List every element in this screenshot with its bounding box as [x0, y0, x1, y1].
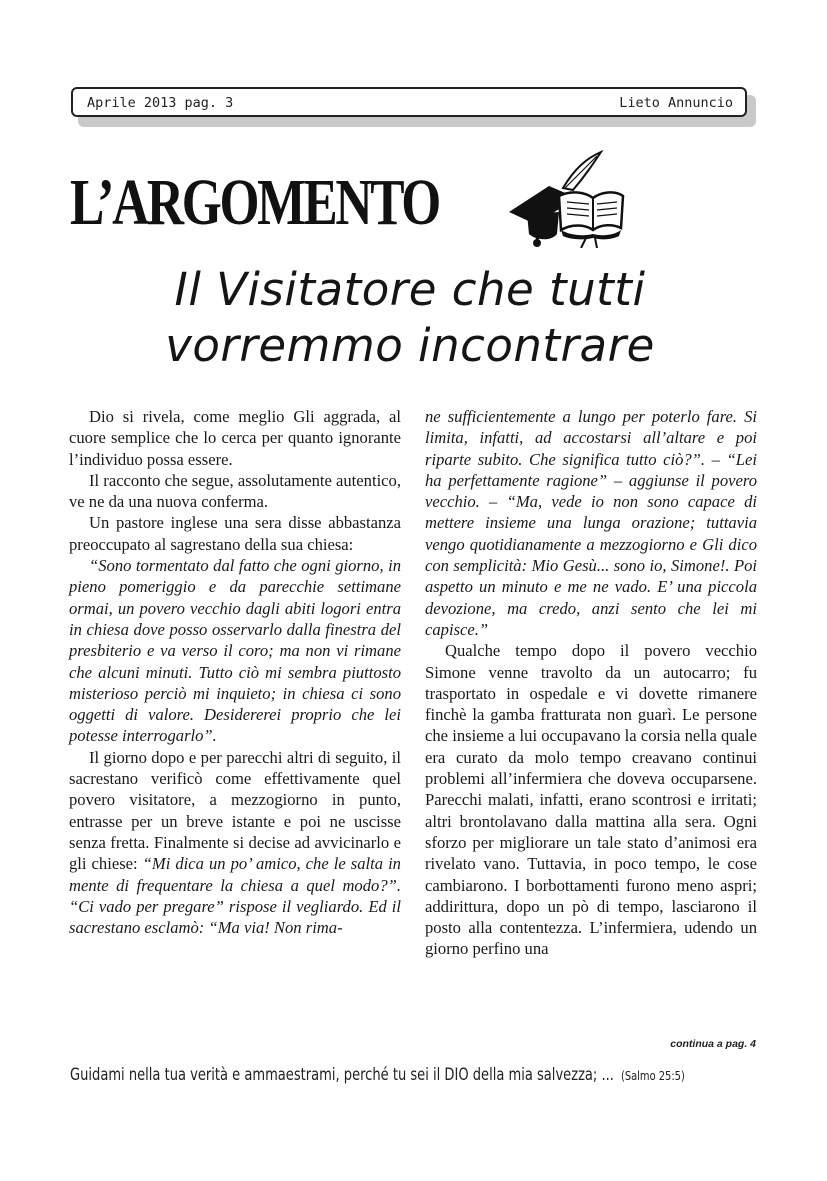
paragraph-quote: “Sono tormentato dal fatto che ogni giorno, in pieno pomeriggio e da parecchie settimane ormai, un povero vecchio dagli abiti logori entra in chiesa dove posso osservarlo dalla finestra del presbiterio e va verso il coro; ma non vi rimane che alcuni minuti. Tutto ciò mi sembra piuttosto misterioso perciò mi inquieto; in chiesa ci sono oggetti di valore. Desidererei proprio che lei potesse interrogarlo”.: [69, 556, 401, 746]
paragraph: Il racconto che segue, assolutamente autentico, ve ne da una nuova conferma.: [69, 470, 401, 512]
verse-reference: (Salmo 25:5): [620, 1068, 685, 1083]
verse-text: Guidami nella tua verità e ammaestrami, perché tu sei il DIO della mia salvezza; ...: [70, 1065, 614, 1084]
paragraph: Qualche tempo dopo il povero vecchio Simone venne travolto da un autocarro; fu trasportato in ospedale e vi dovette rimanere finchè la gamba fratturata non guarì. Le persone che insieme a lui occupavano la corsia nella quale era curato da molo tempo creavano continui problemi all’infermiera che doveva occuparsene. Parecchi malati, infatti, erano scontrosi e irritati; altri brontolavano dalla mattina alla sera. Ogni sforzo per migliorare un tale stato d’animosi era rivelato vano. Tuttavia, in poco tempo, le cose cambiarono. I borbottamenti furono meno aspri; addirittura, dopo un pò di tempo, lasciarono il posto alla contentezza. L’infermiera, udendo un giorno perfino una: [425, 641, 757, 959]
article-subtitle: [130, 262, 690, 374]
paragraph: [69, 747, 401, 939]
subtitle-line-1: Il Visitatore che tutti: [174, 263, 646, 316]
article-column-left: [69, 406, 401, 938]
quote: “Mi dica un po’ amico, che le salta in mente di frequentare la chiesa a quel modo?”.: [69, 854, 401, 895]
graduation-cap-book-quill-icon: [505, 150, 625, 248]
subtitle-line-2: vorremmo incontrare: [165, 319, 655, 372]
continued-note: continua a pag. 4: [670, 1038, 756, 1050]
bible-verse: [70, 1065, 685, 1084]
paragraph-quote: ne sufficientemente a lungo per poterlo fare. Si limita, infatti, ad accostarsi all’altare e poi riparte subito. Che significa tutto ciò?”. – “Lei ha perfettamente ragione” – aggiunse il povero vecchio. – “Ma, vede io non sono capace di mettere insieme una lunga orazione; tuttavia vengo quotidianamente a mezzogiorno e Gli dico con semplicità: Mio Gesù... sono io, Simone!. Poi aspetto un minuto e me ne vado. E’ una piccola devozione, ma credo, anzi sento che lei mi capisce.”: [425, 407, 757, 639]
paragraph-text: Il giorno dopo e per parecchi altri di seguito, il sacrestano verificò come effettivamente quel povero visitatore, a mezzogiorno in punto, entrasse per un breve istante e poi ne uscisse senza fretta. Finalmente si decise ad avvicinarlo e gli chiese:: [69, 747, 401, 874]
quote: “Ci vado per pregare”: [69, 896, 224, 916]
paragraph: Un pastore inglese una sera disse abbastanza preoccupato al sagrestano della sua chiesa:: [69, 513, 401, 554]
publication-name: Lieto Annuncio: [619, 95, 733, 111]
issue-date-page: Aprile 2013 pag. 3: [87, 95, 234, 111]
paragraph: Dio si rivela, come meglio Gli aggrada, al cuore semplice che lo cerca per quanto ignorante l’individuo possa essere.: [69, 407, 401, 469]
quote: “Ma via! Non rima-: [208, 918, 343, 938]
paragraph-text: rispose il vegliardo. Ed il sacrestano esclamò:: [69, 896, 401, 938]
article-column-right: [425, 406, 757, 960]
section-title: L’ARGOMENTO: [70, 166, 440, 239]
page-header: [71, 87, 747, 117]
